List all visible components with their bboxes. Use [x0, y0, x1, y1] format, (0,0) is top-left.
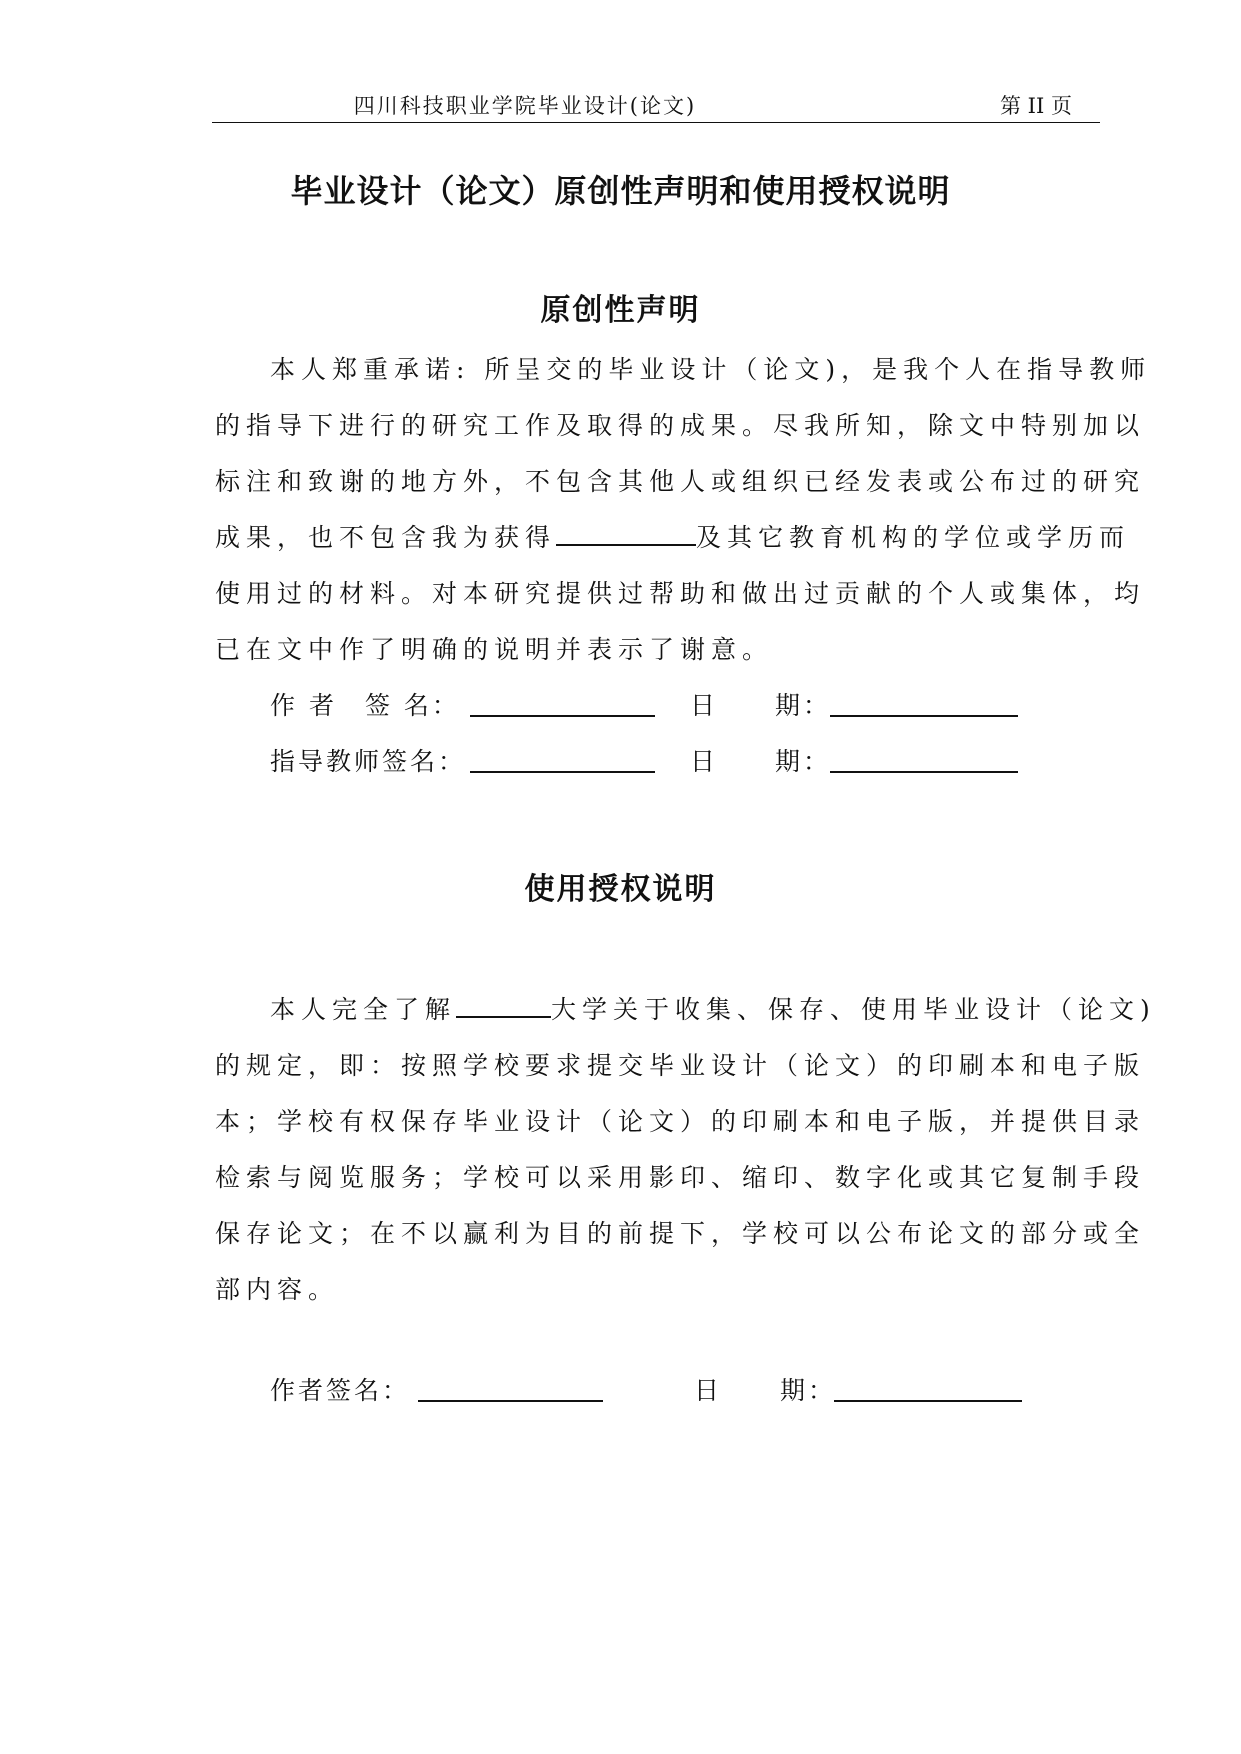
originality-line-3: 标注和致谢的地方外，不包含其他人或组织已经发表或公布过的研究 — [215, 467, 1146, 496]
university-blank[interactable] — [456, 992, 551, 1018]
author-sign-label-2: 作者签名： — [270, 1376, 411, 1405]
originality-line-1: 本人郑重承诺: 所呈交的毕业设计（论文)，是我个人在指导教师 — [270, 355, 1152, 384]
originality-line-4 — [215, 518, 1130, 554]
date-label-day-2: 日 — [690, 747, 719, 776]
date-label-period-1: 期： — [775, 691, 832, 720]
authorization-line-1b: 大学关于收集、保存、使用毕业设计（论文) — [551, 995, 1156, 1024]
date-blank-1[interactable] — [830, 715, 1018, 717]
header-page-number: 第 II 页 — [1000, 94, 1072, 118]
author-sign-blank[interactable] — [470, 715, 655, 717]
date-blank-3[interactable] — [834, 1400, 1022, 1402]
originality-line-5: 使用过的材料。对本研究提供过帮助和做出过贡献的个人或集体，均 — [215, 579, 1146, 608]
date-label-period-3: 期： — [780, 1376, 837, 1405]
document-title: 毕业设计（论文）原创性声明和使用授权说明 — [290, 172, 951, 210]
institution-blank[interactable] — [556, 520, 696, 546]
date-label-day-1: 日 — [690, 691, 719, 720]
authorization-line-1 — [270, 990, 1156, 1026]
author-sign-label: 作 者 签 名： — [270, 691, 460, 720]
advisor-sign-label: 指导教师签名： — [270, 747, 467, 776]
advisor-sign-blank[interactable] — [470, 771, 655, 773]
authorization-line-2: 的规定，即：按照学校要求提交毕业设计（论文）的印刷本和电子版 — [215, 1051, 1146, 1080]
authorization-line-6: 部内容。 — [215, 1275, 340, 1304]
date-label-period-2: 期： — [775, 747, 832, 776]
authorization-line-5: 保存论文；在不以赢利为目的前提下，学校可以公布论文的部分或全 — [215, 1219, 1146, 1248]
header-school-title: 四川科技职业学院毕业设计(论文) — [353, 94, 697, 118]
authorization-line-1a: 本人完全了解 — [270, 995, 457, 1024]
authorization-heading: 使用授权说明 — [524, 872, 717, 907]
originality-line-4a: 成果，也不包含我为获得 — [215, 523, 557, 552]
date-label-day-3: 日 — [694, 1376, 723, 1405]
originality-line-6: 已在文中作了明确的说明并表示了谢意。 — [215, 635, 774, 664]
authorization-line-4: 检索与阅览服务；学校可以采用影印、缩印、数字化或其它复制手段 — [215, 1163, 1146, 1192]
date-blank-2[interactable] — [830, 771, 1018, 773]
author-sign-blank-2[interactable] — [418, 1400, 603, 1402]
originality-heading: 原创性声明 — [540, 293, 701, 328]
authorization-line-3: 本；学校有权保存毕业设计（论文）的印刷本和电子版，并提供目录 — [215, 1107, 1146, 1136]
originality-line-4b: 及其它教育机构的学位或学历而 — [696, 523, 1131, 552]
originality-line-2: 的指导下进行的研究工作及取得的成果。尽我所知，除文中特别加以 — [215, 411, 1146, 440]
